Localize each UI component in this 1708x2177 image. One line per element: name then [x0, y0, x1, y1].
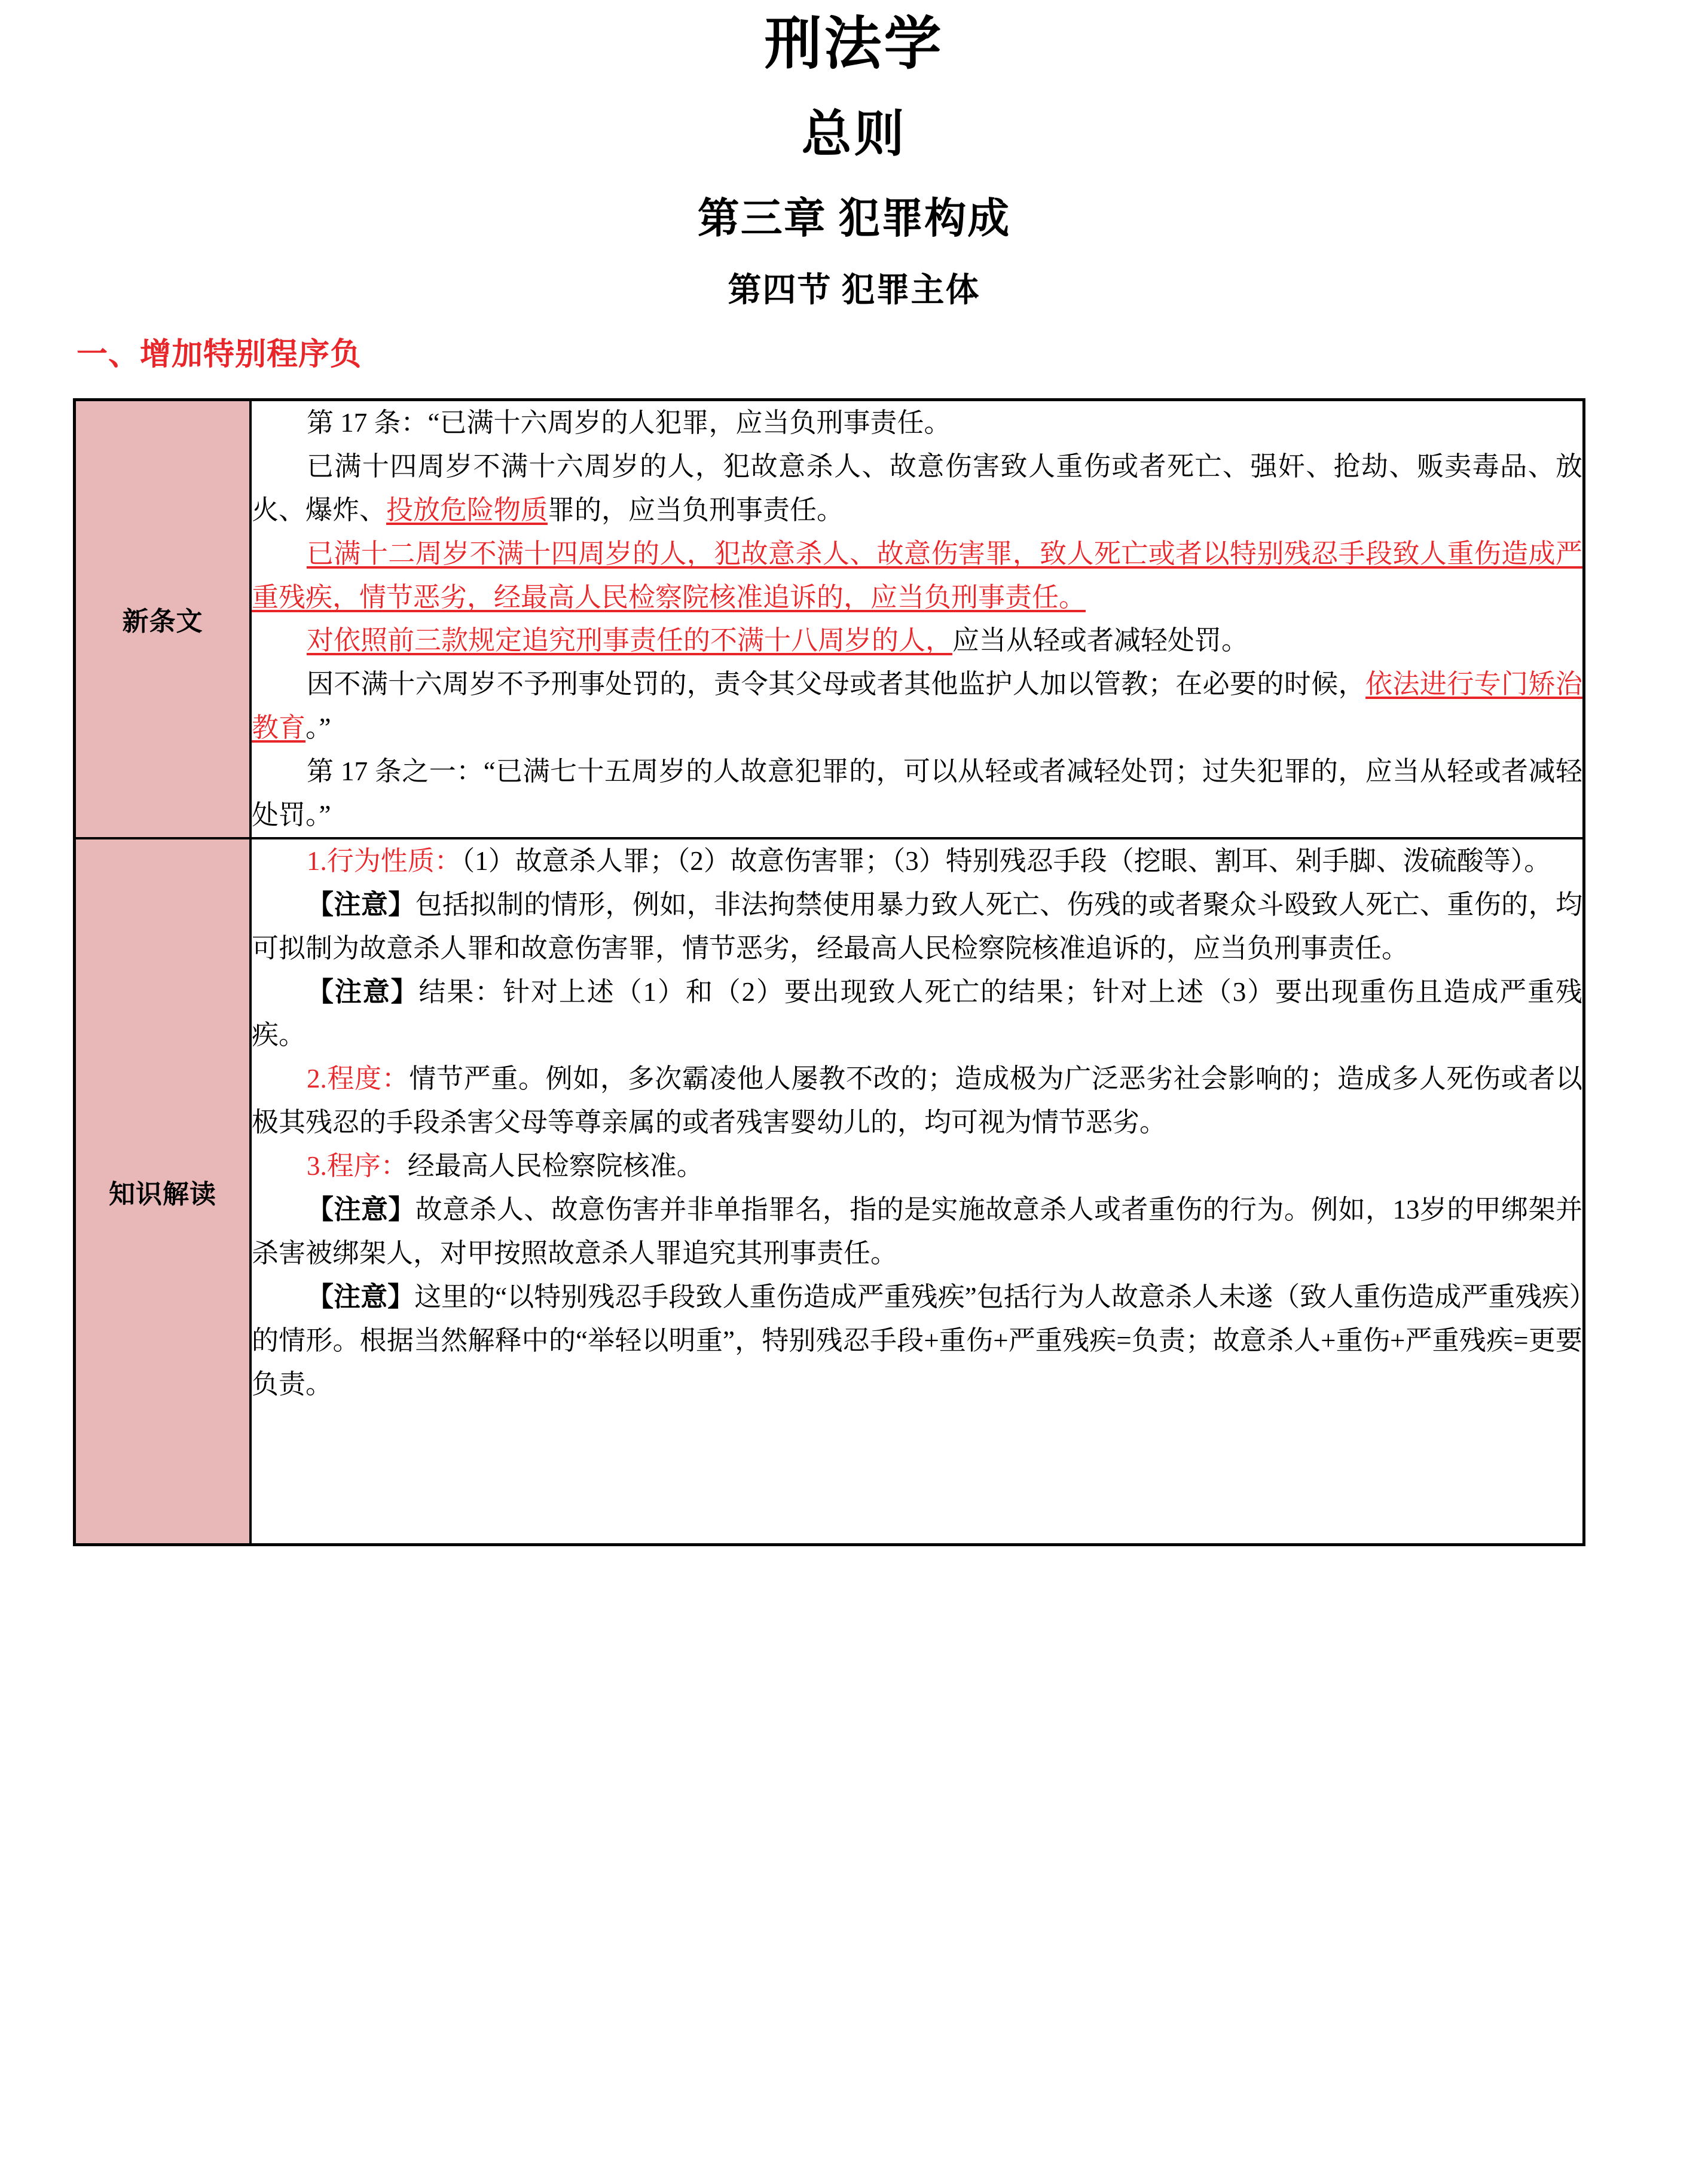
- text-segment: 【注意】: [307, 976, 419, 1007]
- cell-bottom-spacer: [252, 1406, 1582, 1543]
- text-segment: 【注意】: [307, 1281, 415, 1312]
- text-segment: 罪的，应当负刑事责任。: [548, 494, 844, 525]
- paragraph: [252, 883, 1582, 970]
- row-content-new-article: [250, 400, 1584, 838]
- text-segment: 2.程度：: [307, 1064, 410, 1094]
- text-segment: 已满十二周岁不满十四周岁的人，犯故意杀人、故意伤害罪，致人死亡或者以特别残忍手段致人重伤造成严重残疾，情节恶劣，经最高人民检察院核准追诉的，应当负刑事责任。: [252, 538, 1582, 612]
- text-segment: 对依照前三款规定追究刑事责任的不满十八周岁的人，: [307, 625, 953, 656]
- paragraph: [252, 1144, 1582, 1188]
- page-title-main: 刑法学: [764, 12, 944, 76]
- content-table: [73, 398, 1585, 1546]
- text-segment: 结果：针对上述（1）和（2）要出现致人死亡的结果；针对上述（3）要出现重伤且造成严重残疾。: [252, 976, 1582, 1051]
- paragraph: [252, 970, 1582, 1058]
- chapter-title: 第三章 犯罪构成: [697, 196, 1011, 242]
- text-segment: 经最高人民检察院核准。: [407, 1151, 704, 1181]
- paragraph: [252, 750, 1582, 837]
- paragraph: [252, 662, 1582, 750]
- paragraph: [252, 1188, 1582, 1275]
- text-segment: 这里的“以特别残忍手段致人重伤造成严重残疾”包括行为人故意杀人未遂（致人重伤造成严重残疾）的情形。根据当然解释中的“举轻以明重”，特别残忍手段+重伤+严重残疾=负责；故意杀人+重伤+严重残疾=更要负责。: [252, 1281, 1582, 1399]
- row-label-new-article: 新条文: [75, 400, 251, 838]
- text-segment: 包括拟制的情形，例如，非法拘禁使用暴力致人死亡、伤残的或者聚众斗殴致人死亡、重伤的，均可拟制为故意杀人罪和故意伤害罪，情节恶劣，经最高人民检察院核准追诉的，应当负刑事责任。: [252, 889, 1582, 963]
- section-title: 第四节 犯罪主体: [728, 272, 980, 309]
- text-segment: 第 17 条：“已满十六周岁的人犯罪，应当负刑事责任。: [307, 408, 951, 438]
- text-segment: 因不满十六周岁不予刑事处罚的，责令其父母或者其他监护人加以管教；在必要的时候，: [307, 669, 1366, 700]
- text-segment: 【注意】: [307, 889, 415, 920]
- text-segment: 依法进行专门矫治教育: [252, 669, 1582, 743]
- page-title-sub: 总则: [801, 107, 907, 163]
- row-label-knowledge: 知识解读: [75, 838, 251, 1545]
- paragraph: [252, 1057, 1582, 1144]
- red-section-heading: 一、增加特别程序负: [77, 338, 362, 372]
- table-row: [75, 838, 1584, 1545]
- text-segment: 应当从轻或者减轻处罚。: [952, 625, 1249, 656]
- paragraph: [252, 619, 1582, 662]
- text-segment: （1）故意杀人罪；（2）故意伤害罪；（3）特别残忍手段（挖眼、割耳、剁手脚、泼硫酸等）。: [461, 845, 1551, 876]
- text-segment: 3.程序：: [307, 1151, 408, 1181]
- text-segment: 。”: [305, 713, 331, 743]
- table-body: [75, 400, 1584, 1545]
- text-segment: 1.行为性质：: [307, 845, 462, 876]
- paragraph: [252, 445, 1582, 532]
- table-row: [75, 400, 1584, 838]
- text-segment: 【注意】: [307, 1195, 415, 1225]
- paragraph: [252, 532, 1582, 619]
- text-segment: 已满十四周岁不满十六周岁的人，犯故意杀人、故意伤害致人重伤或者死亡、强奸、抢劫、贩卖毒品、放火、爆炸、: [252, 451, 1582, 525]
- text-segment: 第 17 条之一：“已满七十五周岁的人故意犯罪的，可以从轻或者减轻处罚；过失犯罪的，应当从轻或者减轻处罚。”: [252, 756, 1582, 831]
- paragraph: [252, 401, 1582, 445]
- content-table-wrapper: [73, 398, 1585, 1546]
- paragraph: [252, 1275, 1582, 1406]
- text-segment: 投放危险物质: [386, 494, 548, 525]
- text-segment: 故意杀人、故意伤害并非单指罪名，指的是实施故意杀人或者重伤的行为。例如，13岁的甲绑架并杀害被绑架人，对甲按照故意杀人罪追究其刑事责任。: [252, 1195, 1582, 1268]
- row-content-knowledge: [250, 838, 1584, 1545]
- text-segment: 情节严重。例如，多次霸凌他人屡教不改的；造成极为广泛恶劣社会影响的；造成多人死伤或者以极其残忍的手段杀害父母等尊亲属的或者残害婴幼儿的，均可视为情节恶劣。: [252, 1064, 1582, 1138]
- paragraph: [252, 839, 1582, 883]
